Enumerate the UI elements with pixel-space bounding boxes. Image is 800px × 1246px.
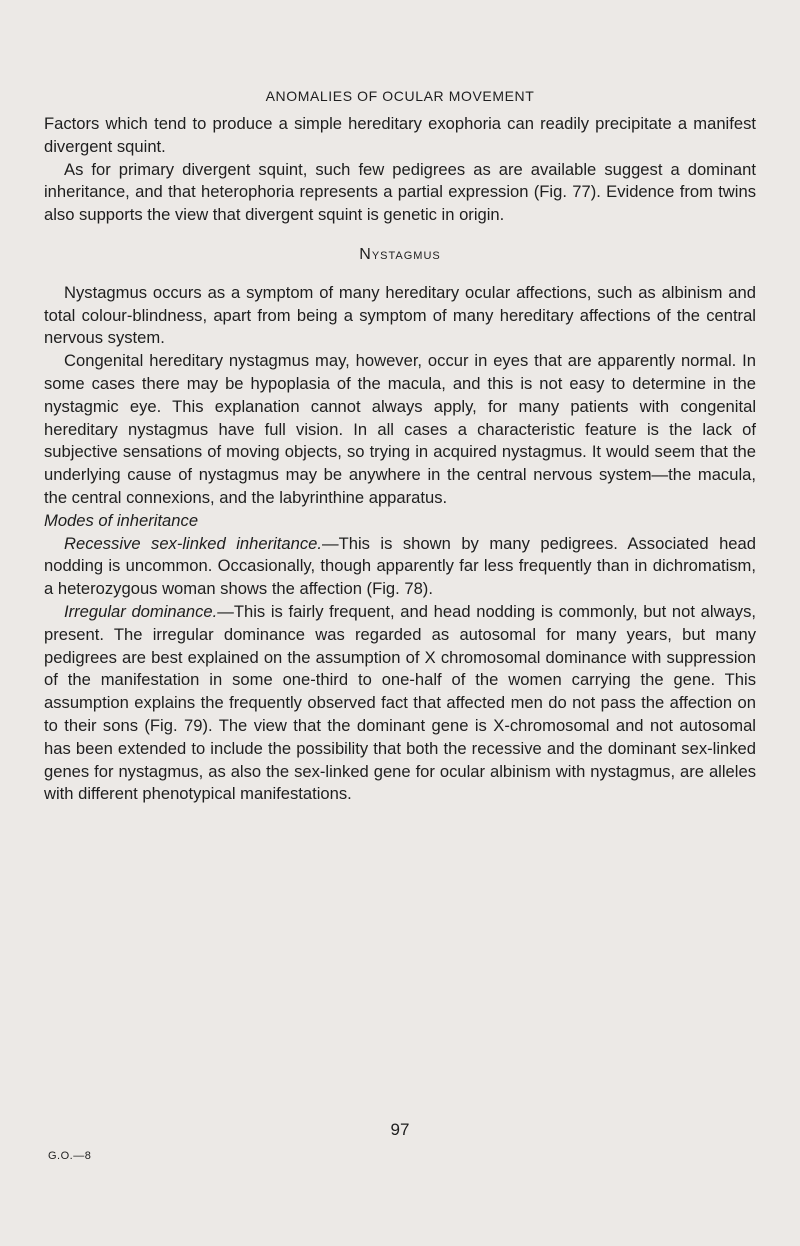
text-irregular-dominance: —This is fairly frequent, and head nodding is commonly, but not always, present. The irregular dominance was regarded as autosomal for many years, but many pedigrees are best explained on the assumption of X chromosomal dominance with suppression of the manifestation in some one-third to one-half of the women carrying the gene. This assumption explains the frequently observed fact that affected men do not pass the affection on to their sons (Fig. 79). The view that the dominant gene is X-chromosomal and not autosomal has been extended to include the possibility that both the recessive and the dominant sex-linked genes for nystagmus, as also the sex-linked gene for ocular albinism with nystagmus, are alleles with different phenotypical manifestations. — [44, 601, 756, 804]
paragraph-nystagmus-symptom: Nystagmus occurs as a symptom of many hereditary ocular affections, such as albinism and total colour-blindness, apart from being a symptom of many hereditary affections of the central nervous system. — [44, 282, 756, 348]
paragraph-recessive — [44, 533, 756, 601]
runin-recessive: Recessive sex-linked inheritance. — [64, 533, 322, 553]
running-header: ANOMALIES OF OCULAR MOVEMENT — [265, 88, 535, 104]
signature-mark: G.O.—8 — [48, 1150, 92, 1162]
page-body — [44, 113, 756, 806]
text-recessive: —This is shown by many pedigrees. Associated head nodding is uncommon. Occasionally, though apparently far less frequently than in dichromatism, a heterozygous woman shows the affection (Fig. 78). — [44, 533, 756, 599]
subsection-heading-modes: Modes of inheritance — [44, 510, 199, 530]
runin-irregular-dominance: Irregular dominance. — [64, 601, 218, 621]
paragraph-exophoria: Factors which tend to produce a simple hereditary exophoria can readily precipitate a manifest divergent squint. — [44, 114, 756, 156]
page-number: 97 — [390, 1120, 410, 1139]
section-heading-nystagmus: Nystagmus — [359, 245, 441, 263]
paragraph-congenital-nystagmus: Congenital hereditary nystagmus may, however, occur in eyes that are apparently normal. In some cases there may be hypoplasia of the macula, and this is not easy to determine in the nystagmic eye. This explanation cannot always apply, for many patients with congenital hereditary nystagmus have full vision. In all cases a characteristic feature is the lack of subjective sensations of moving objects, so trying in acquired nystagmus. It would seem that the underlying cause of nystagmus may be anywhere in the central nervous system—the macula, the central connexions, and the labyrinthine apparatus. — [44, 351, 756, 507]
paragraph-divergent-squint: As for primary divergent squint, such few pedigrees as are available suggest a dominant inheritance, and that heterophoria represents a partial expression (Fig. 77). Evidence from twins also supports the view that divergent squint is genetic in origin. — [44, 159, 756, 225]
paragraph-irregular-dominance — [44, 601, 756, 806]
